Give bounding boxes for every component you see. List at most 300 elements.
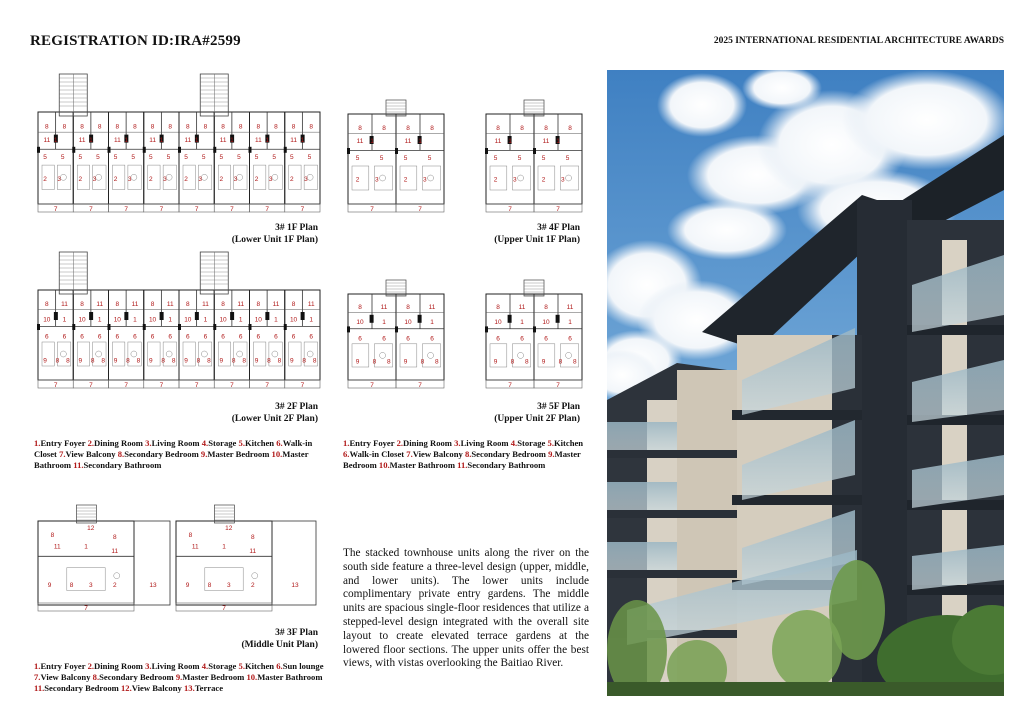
legend-number: 6. — [276, 438, 283, 448]
room-number-label: 9 — [493, 358, 498, 366]
plan-unit — [347, 294, 396, 389]
room-number-label: 10 — [356, 319, 364, 327]
room-number-label: 8 — [196, 357, 201, 365]
legend-entry — [202, 661, 237, 671]
room-number-label: 2 — [355, 176, 360, 184]
room-number-label: 11 — [356, 138, 364, 146]
room-number-label: 5 — [78, 154, 83, 161]
room-number-label: 5 — [166, 154, 171, 161]
room-number-label: 7 — [508, 206, 512, 213]
room-number-label: 8 — [150, 123, 155, 131]
room-number-label: 9 — [43, 357, 47, 365]
legend-label: Walk-in Closet — [34, 438, 313, 459]
room-number-label: 8 — [372, 358, 377, 366]
room-number-label: 5 — [131, 154, 135, 161]
legend-label: Secondary Bathroom — [83, 460, 162, 470]
plan-unit — [395, 294, 444, 389]
plan-unit — [38, 505, 170, 612]
room-number-label: 10 — [113, 316, 121, 324]
room-number-label: 1 — [53, 136, 58, 144]
room-number-label: 8 — [274, 123, 278, 131]
room-number-label: 10 — [78, 316, 86, 324]
room-number-label: 9 — [113, 357, 118, 365]
room-number-label: 6 — [274, 333, 278, 341]
room-number-label: 1 — [508, 138, 512, 146]
plan-title: 3# 3F Plan — [275, 628, 318, 638]
room-number-label: 1 — [568, 319, 572, 327]
legend-number: 5. — [238, 661, 245, 671]
legend-number: 3. — [145, 438, 152, 448]
plan-unit — [485, 294, 534, 389]
room-number-label: 8 — [250, 534, 255, 542]
plan-unit — [72, 112, 108, 213]
legend-number: 4. — [201, 661, 209, 671]
room-number-label: 1 — [274, 316, 278, 324]
room-number-label: 8 — [302, 357, 306, 365]
room-number-label: 5 — [237, 154, 241, 161]
plan-title: 3# 4F Plan — [537, 223, 580, 233]
room-number-label: 1 — [520, 319, 524, 327]
room-number-label: 8 — [524, 358, 529, 366]
room-number-label: 11 — [131, 301, 139, 308]
room-number-label: 8 — [406, 125, 410, 132]
legend-number: 9. — [175, 672, 183, 682]
room-number-label: 8 — [291, 123, 296, 131]
room-number-label: 7 — [265, 382, 269, 389]
legend-number: 3. — [454, 438, 461, 448]
room-number-label: 9 — [219, 357, 224, 365]
legend-number: 8. — [92, 672, 100, 682]
legend-label: Master Bedroom — [182, 672, 245, 682]
legend-entry — [34, 683, 119, 693]
legend-entry — [457, 460, 545, 470]
room-number-label: 3 — [127, 175, 132, 183]
room-number-label: 6 — [309, 333, 313, 341]
legend-number: 7. — [34, 672, 41, 682]
room-number-label: 5 — [565, 155, 570, 162]
room-number-label: 2 — [254, 175, 259, 183]
room-number-label: 2 — [541, 176, 546, 184]
room-number-label: 8 — [221, 123, 225, 131]
room-number-label: 8 — [62, 123, 67, 131]
plan-unit — [108, 290, 144, 389]
plan-unit — [213, 290, 249, 389]
legend-label: Secondary Bedroom — [44, 683, 119, 693]
room-number-label: 11 — [149, 136, 156, 144]
room-legend-upper — [343, 438, 593, 471]
room-number-label: 8 — [69, 582, 74, 590]
legend-label: Sun lounge — [282, 661, 324, 671]
room-number-label: 7 — [556, 206, 560, 213]
room-number-label: 1 — [133, 316, 137, 324]
room-number-label: 7 — [89, 206, 93, 213]
room-number-label: 8 — [558, 358, 563, 366]
legend-entry — [276, 661, 323, 671]
room-number-label: 6 — [80, 333, 84, 341]
plan-unit — [284, 112, 320, 213]
room-number-label: 8 — [277, 357, 282, 365]
room-number-label: 11 — [272, 301, 280, 308]
room-number-label: 8 — [496, 304, 500, 311]
room-number-label: 8 — [434, 358, 439, 366]
room-number-label: 8 — [544, 125, 548, 132]
room-number-label: 2 — [78, 175, 83, 183]
room-number-label: 3 — [512, 176, 517, 184]
room-number-label: 9 — [254, 357, 259, 365]
legend-number: 1. — [34, 438, 41, 448]
legend-entry — [246, 672, 322, 682]
legend-entry — [465, 449, 546, 459]
room-number-label: 8 — [150, 301, 155, 308]
room-number-label: 8 — [80, 301, 84, 308]
legend-number: 2. — [396, 438, 404, 448]
legend-number: 7. — [59, 449, 66, 459]
room-number-label: 5 — [113, 154, 118, 161]
plan-unit — [37, 112, 73, 213]
legend-label: Master Bathroom — [389, 460, 455, 470]
plan-caption-5f — [430, 401, 580, 425]
room-number-label: 6 — [358, 335, 362, 343]
room-number-label: 11 — [518, 304, 526, 311]
plan-unit — [72, 290, 108, 389]
room-number-label: 7 — [53, 382, 58, 389]
room-number-label: 5 — [60, 154, 65, 161]
legend-entry — [548, 438, 584, 448]
room-number-label: 10 — [254, 316, 262, 324]
room-number-label: 8 — [386, 358, 391, 366]
room-number-label: 8 — [267, 357, 271, 365]
room-number-label: 2 — [43, 175, 47, 183]
legend-label: Entry Foyer — [349, 438, 395, 448]
plan-unit — [143, 112, 179, 213]
room-number-label: 7 — [230, 382, 234, 389]
legend-number: 2. — [87, 438, 95, 448]
plan-unit — [284, 290, 320, 389]
room-number-label: 6 — [496, 335, 500, 343]
terrace-area — [272, 521, 316, 605]
legend-entry — [34, 661, 85, 671]
room-number-label: 2 — [250, 582, 255, 590]
room-number-label: 7 — [159, 382, 164, 389]
legend-entry — [145, 661, 199, 671]
room-number-label: 1 — [89, 136, 93, 144]
room-number-label: 10 — [404, 319, 412, 327]
legend-label: Dining Room — [403, 438, 452, 448]
terrace-area — [134, 521, 170, 605]
room-number-label: 10 — [184, 316, 192, 324]
floor-plan-4f — [348, 100, 444, 220]
legend-label: Entry Foyer — [40, 661, 86, 671]
room-number-label: 1 — [418, 138, 422, 146]
room-number-label: 6 — [62, 333, 67, 341]
room-number-label: 6 — [221, 333, 225, 341]
room-number-label: 8 — [161, 357, 165, 365]
building-photo — [607, 70, 1004, 696]
floor-plan-3f-left — [38, 505, 172, 619]
room-number-label: 8 — [309, 123, 313, 131]
room-number-label: 9 — [78, 357, 83, 365]
room-number-label: 8 — [45, 123, 49, 131]
room-number-label: 8 — [171, 357, 176, 365]
floor-plan-5f-b — [486, 280, 582, 396]
room-number-label: 8 — [256, 301, 261, 308]
room-number-label: 8 — [101, 357, 106, 365]
room-number-label: 5 — [307, 154, 312, 161]
plan-title: 3# 5F Plan — [537, 402, 580, 412]
legend-number: 5. — [238, 438, 245, 448]
room-number-label: 10 — [494, 319, 502, 327]
legend-label: View Balcony — [412, 449, 463, 459]
room-number-label: 7 — [230, 206, 234, 213]
room-number-label: 6 — [133, 333, 137, 341]
room-number-label: 8 — [112, 534, 117, 542]
room-number-label: 8 — [50, 531, 55, 539]
room-number-label: 10 — [43, 316, 51, 324]
plan-subtitle: (Middle Unit Plan) — [241, 640, 318, 650]
room-number-label: 1 — [230, 136, 234, 144]
plan-subtitle: (Lower Unit 1F Plan) — [231, 235, 318, 245]
room-number-label: 11 — [113, 136, 121, 144]
legend-number: 11. — [457, 460, 468, 470]
plan-unit — [533, 114, 582, 213]
room-number-label: 5 — [427, 155, 432, 162]
room-number-label: 5 — [96, 154, 100, 161]
room-number-label: 5 — [403, 155, 408, 162]
legend-label: Master Bedroom — [207, 449, 270, 459]
room-number-label: 7 — [300, 382, 305, 389]
plan-subtitle: (Lower Unit 2F Plan) — [231, 414, 318, 424]
room-number-label: 3 — [88, 582, 93, 590]
room-number-label: 11 — [254, 136, 262, 144]
room-number-label: 7 — [84, 605, 88, 612]
legend-entry — [184, 683, 223, 693]
room-number-label: 11 — [404, 138, 412, 146]
legend-number: 13. — [183, 683, 195, 693]
room-number-label: 3 — [198, 175, 202, 183]
room-number-label: 9 — [47, 582, 52, 590]
legend-entry — [59, 449, 116, 459]
room-number-label: 6 — [186, 333, 190, 341]
legend-number: 10. — [246, 672, 258, 682]
room-number-label: 8 — [496, 125, 500, 132]
legend-label: Secondary Bathroom — [467, 460, 546, 470]
legend-label: View Balcony — [40, 672, 91, 682]
room-number-label: 10 — [289, 316, 298, 324]
room-number-label: 5 — [493, 155, 498, 162]
room-number-label: 5 — [379, 155, 384, 162]
room-legend-middle — [34, 661, 324, 694]
room-number-label: 1 — [238, 316, 243, 324]
room-number-label: 3 — [304, 175, 308, 183]
room-number-label: 3 — [226, 582, 231, 590]
room-number-label: 11 — [219, 136, 227, 144]
room-number-label: 8 — [207, 582, 212, 590]
room-number-label: 5 — [355, 155, 360, 162]
room-number-label: 8 — [203, 123, 208, 131]
room-number-label: 2 — [113, 175, 118, 183]
room-number-label: 5 — [148, 154, 153, 161]
room-number-label: 7 — [194, 206, 199, 213]
room-number-label: 5 — [254, 154, 259, 161]
room-number-label: 8 — [207, 357, 211, 365]
room-number-label: 1 — [309, 316, 313, 324]
room-number-label: 8 — [358, 304, 362, 311]
room-number-label: 6 — [150, 333, 155, 341]
room-number-label: 9 — [184, 357, 188, 365]
room-number-label: 8 — [510, 358, 515, 366]
room-number-label: 7 — [370, 382, 374, 389]
legend-label: Storage — [208, 661, 237, 671]
room-number-label: 12 — [87, 525, 95, 533]
legend-number: 11. — [73, 460, 84, 470]
room-number-label: 9 — [185, 582, 190, 590]
legend-label: Terrace — [194, 683, 224, 693]
legend-label: Master Bathroom — [34, 449, 309, 470]
legend-entry — [88, 438, 143, 448]
room-number-label: 9 — [148, 357, 153, 365]
room-number-label: 9 — [403, 358, 408, 366]
room-number-label: 11 — [184, 136, 192, 144]
room-number-label: 11 — [96, 301, 104, 308]
room-number-label: 8 — [221, 301, 225, 308]
legend-label: Secondary Bedroom — [471, 449, 546, 459]
plan-unit — [143, 290, 179, 389]
room-number-label: 8 — [90, 357, 95, 365]
legend-number: 2. — [87, 661, 95, 671]
legend-label: Master Bathroom — [257, 672, 323, 682]
room-number-label: 5 — [184, 154, 188, 161]
room-legend-lower — [34, 438, 324, 471]
room-number-label: 9 — [541, 358, 546, 366]
room-number-label: 13 — [149, 582, 157, 590]
room-number-label: 8 — [168, 123, 172, 131]
room-number-label: 8 — [358, 125, 362, 132]
legend-number: 8. — [464, 449, 472, 459]
project-description: The stacked townhouse units along the river on the south side feature a three-level design (upper, middle, and lower units). The lower units include complimentary private entry gardens. The middle units are spacious single-floor residences that utilize a stepped-level design integrated with the overall site layout to create elevated terrace gardens at the lowered floor sections. The upper units offer the best views, with vistas overlooking the Baitiao River. — [343, 547, 589, 670]
room-number-label: 5 — [517, 155, 522, 162]
room-number-label: 7 — [556, 382, 560, 389]
legend-entry — [511, 438, 546, 448]
legend-label: Kitchen — [244, 661, 275, 671]
room-number-label: 7 — [300, 206, 305, 213]
room-number-label: 8 — [572, 358, 577, 366]
plan-subtitle: (Upper Unit 2F Plan) — [494, 414, 580, 424]
room-number-label: 3 — [233, 175, 238, 183]
floor-plan-2f — [38, 252, 320, 396]
legend-entry — [176, 672, 244, 682]
legend-entry — [73, 460, 161, 470]
plan-caption-1f — [170, 222, 318, 246]
room-number-label: 2 — [219, 175, 224, 183]
plan-unit — [176, 505, 316, 612]
room-number-label: 6 — [406, 335, 410, 343]
room-number-label: 1 — [382, 319, 386, 327]
room-number-label: 5 — [272, 154, 276, 161]
legend-number: 7. — [406, 449, 413, 459]
room-number-label: 2 — [148, 175, 153, 183]
room-number-label: 11 — [380, 304, 388, 311]
room-number-label: 6 — [45, 333, 49, 341]
legend-entry — [343, 438, 394, 448]
plan-unit — [249, 112, 285, 213]
room-number-label: 7 — [508, 382, 512, 389]
plan-subtitle: (Upper Unit 1F Plan) — [494, 235, 580, 245]
room-number-label: 11 — [202, 301, 209, 308]
room-number-label: 1 — [222, 543, 226, 551]
legend-number: 1. — [343, 438, 350, 448]
room-number-label: 1 — [168, 316, 172, 324]
room-number-label: 1 — [124, 136, 128, 144]
floor-plan-3f-right — [176, 505, 318, 619]
legend-label: Secondary Bedroom — [124, 449, 199, 459]
legend-label: View Balcony — [131, 683, 182, 693]
legend-entry — [201, 449, 269, 459]
legend-label: Secondary Bedroom — [99, 672, 174, 682]
legend-number: 3. — [145, 661, 152, 671]
room-number-label: 9 — [355, 358, 360, 366]
room-number-label: 7 — [53, 206, 58, 213]
room-number-label: 11 — [566, 304, 574, 311]
plan-caption-4f — [430, 222, 580, 246]
plan-unit — [108, 112, 144, 213]
room-number-label: 1 — [159, 136, 164, 144]
legend-entry — [406, 449, 463, 459]
legend-label: Dining Room — [94, 438, 143, 448]
room-number-label: 1 — [430, 319, 434, 327]
room-number-label: 8 — [126, 357, 130, 365]
room-number-label: 5 — [201, 154, 206, 161]
room-number-label: 8 — [186, 123, 190, 131]
room-number-label: 11 — [61, 301, 68, 308]
legend-entry — [239, 438, 275, 448]
legend-label: Storage — [517, 438, 546, 448]
room-number-label: 11 — [542, 138, 550, 146]
room-number-label: 7 — [194, 382, 199, 389]
room-number-label: 8 — [568, 125, 572, 132]
room-number-label: 8 — [55, 357, 60, 365]
room-number-label: 13 — [291, 582, 299, 590]
room-number-label: 3 — [268, 175, 273, 183]
room-number-label: 7 — [370, 206, 374, 213]
legend-label: Living Room — [151, 661, 200, 671]
room-number-label: 7 — [418, 382, 422, 389]
room-number-label: 8 — [242, 357, 247, 365]
floor-plan-5f — [348, 280, 444, 396]
room-number-label: 6 — [291, 333, 296, 341]
room-number-label: 8 — [97, 123, 102, 131]
legend-number: 6. — [343, 449, 350, 459]
award-title: 2025 INTERNATIONAL RESIDENTIAL ARCHITECTURE AWARDS — [713, 36, 1004, 46]
legend-number: 9. — [548, 449, 555, 459]
room-number-label: 6 — [97, 333, 102, 341]
legend-label: Kitchen — [553, 438, 584, 448]
room-number-label: 11 — [290, 136, 297, 144]
room-number-label: 7 — [418, 206, 422, 213]
plan-title: 3# 2F Plan — [275, 402, 318, 412]
room-number-label: 11 — [249, 547, 257, 555]
room-number-label: 8 — [291, 301, 296, 308]
room-number-label: 8 — [520, 125, 524, 132]
room-number-label: 1 — [370, 138, 374, 146]
room-number-label: 3 — [163, 175, 167, 183]
room-number-label: 7 — [265, 206, 269, 213]
legend-number: 11. — [34, 683, 45, 693]
room-number-label: 1 — [265, 136, 269, 144]
room-number-label: 3 — [422, 176, 427, 184]
room-number-label: 11 — [428, 304, 436, 311]
room-number-label: 1 — [194, 136, 199, 144]
room-number-label: 9 — [289, 357, 294, 365]
